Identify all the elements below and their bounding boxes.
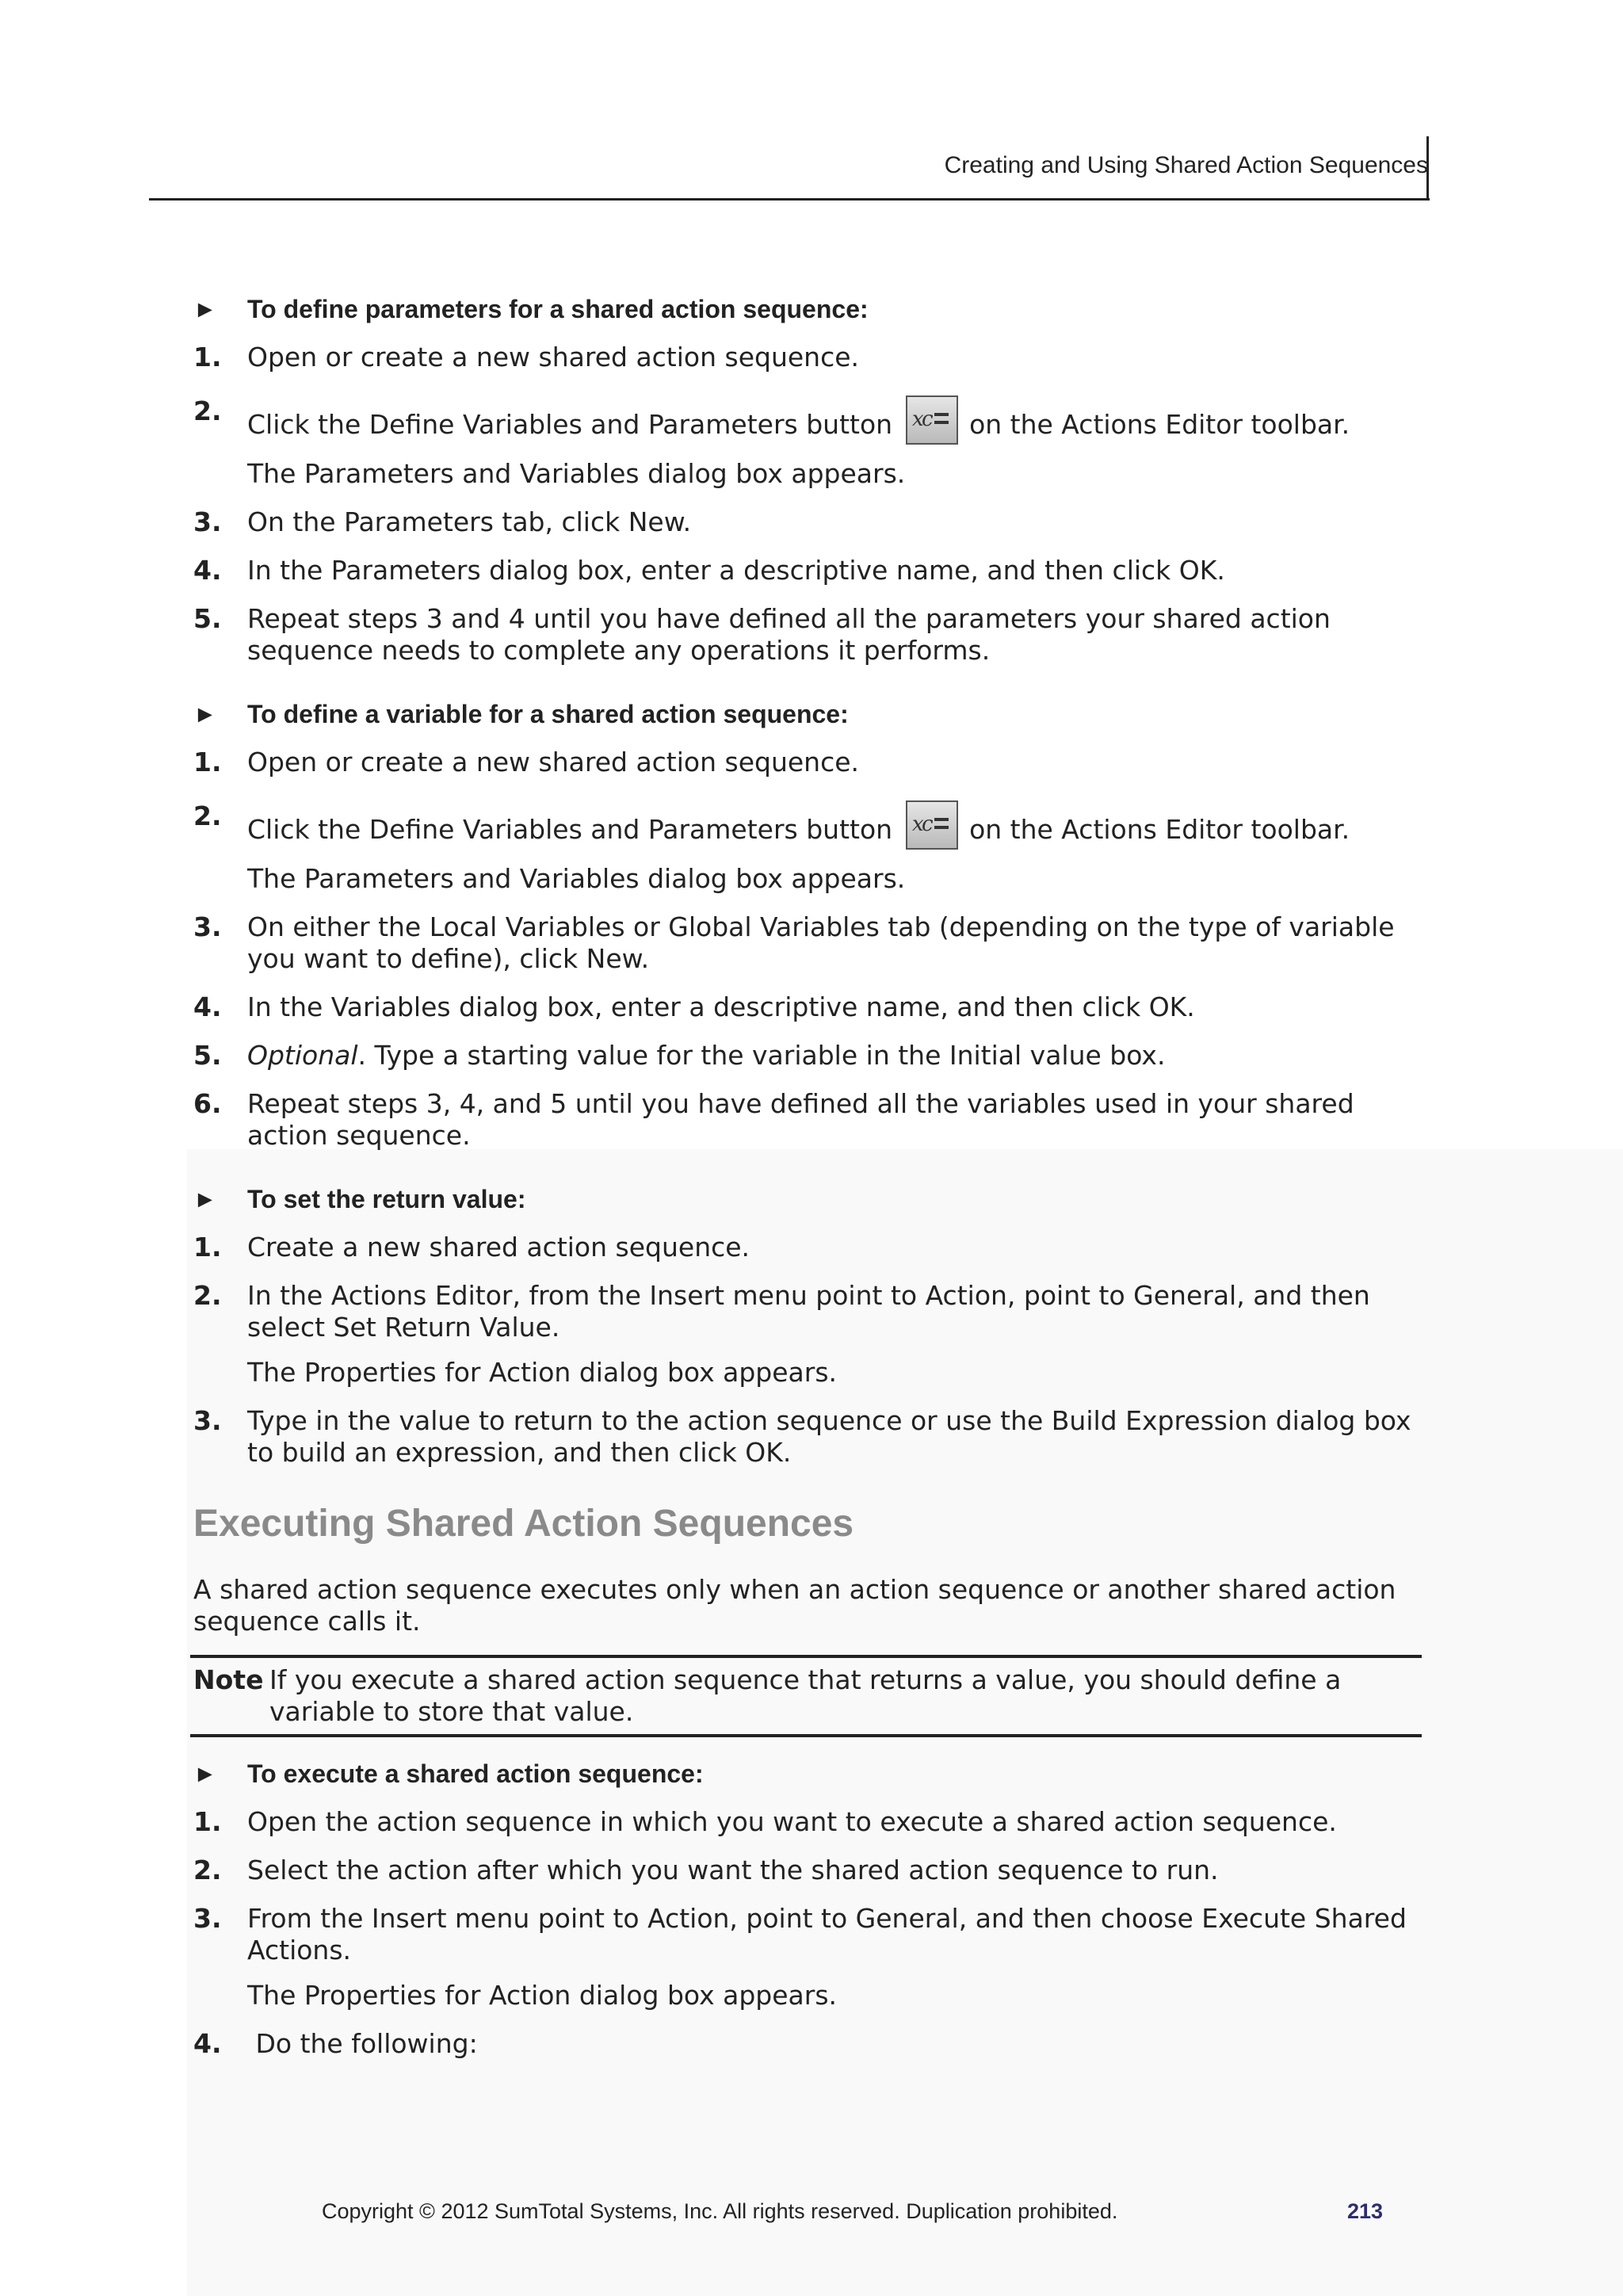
step: 2. Select the action after which you want the shared action sequence to run. <box>193 1855 1219 1885</box>
step: 1. Open or create a new shared action sequence. <box>193 342 860 372</box>
svg-text:c: c <box>921 812 934 836</box>
svg-text:x: x <box>911 812 924 836</box>
procedure-set-return-value <box>193 1185 1419 1469</box>
step: 3. On the Parameters tab, click New. <box>193 506 692 537</box>
triangle-bullet-icon: ► <box>193 1760 217 1787</box>
step-result: The Parameters and Variables dialog box appears. <box>247 863 906 894</box>
step-result: The Properties for Action dialog box appears. <box>247 1357 837 1388</box>
procedure-heading: ► To set the return value: <box>193 1185 526 1213</box>
define-variables-icon <box>906 800 958 850</box>
step: 3. From the Insert menu point to Action, point to General, and then choose Execute Shared Actions. <box>193 1903 1407 1966</box>
step: 1. Create a new shared action sequence. <box>193 1232 750 1263</box>
note-box <box>190 1655 1422 1737</box>
step-result: The Parameters and Variables dialog box appears. <box>247 458 906 489</box>
step: 3. On either the Local Variables or Global Variables tab (depending on the type of variable you want to define), click New. <box>193 911 1395 974</box>
procedure-define-parameters <box>193 295 1419 667</box>
section-heading: Executing Shared Action Sequences <box>193 1503 854 1545</box>
step-result: The Properties for Action dialog box appears. <box>247 1980 837 2011</box>
page-number: 213 <box>1347 2199 1384 2223</box>
procedure-heading: ► To execute a shared action sequence: <box>193 1759 704 1788</box>
step: 1. Open or create a new shared action sequence. <box>193 747 860 777</box>
step: 2. Click the Define Variables and Parameters button x c on the Actions Editor toolbar. <box>193 800 1419 850</box>
svg-text:x: x <box>911 407 924 431</box>
triangle-bullet-icon: ► <box>193 296 217 323</box>
procedure-execute-shared <box>193 1759 1419 2060</box>
step: 4. Do the following: <box>193 2028 478 2059</box>
step: 4. In the Variables dialog box, enter a descriptive name, and then click OK. <box>193 991 1195 1022</box>
define-variables-icon <box>906 395 958 445</box>
running-header-title: Creating and Using Shared Action Sequences <box>944 152 1428 178</box>
procedure-define-variable <box>193 700 1419 1152</box>
step: 5. Optional. Type a starting value for the variable in the Initial value box. <box>193 1040 1166 1071</box>
step: 3. Type in the value to return to the action sequence or use the Build Expression dialog box to build an expression, and then click OK. <box>193 1405 1411 1468</box>
svg-text:c: c <box>921 407 934 431</box>
step: 1. Open the action sequence in which you want to execute a shared action sequence. <box>193 1806 1337 1837</box>
section-intro: A shared action sequence executes only when an action sequence or another shared action sequence calls it. <box>193 1574 1396 1637</box>
step: 4. In the Parameters dialog box, enter a descriptive name, and then click OK. <box>193 555 1225 586</box>
step: 2. In the Actions Editor, from the Insert menu point to Action, point to General, and then select Set Return Value. <box>193 1280 1370 1343</box>
note-text: If you execute a shared action sequence that returns a value, you should define a variable to store that value. <box>269 1664 1342 1727</box>
procedure-heading: ► To define parameters for a shared action sequence: <box>193 295 869 323</box>
copyright-text: Copyright © 2012 SumTotal Systems, Inc. All rights reserved. Duplication prohibited. <box>322 2199 1118 2223</box>
note-label: Note <box>193 1664 264 1695</box>
procedure-heading: ► To define a variable for a shared action sequence: <box>193 700 849 728</box>
page-content <box>193 295 1419 2093</box>
triangle-bullet-icon: ► <box>193 1186 217 1213</box>
step: 2. Click the Define Variables and Parameters button x c on the Actions Editor toolbar. <box>193 395 1419 445</box>
step: 5. Repeat steps 3 and 4 until you have defined all the parameters your shared action sequence needs to complete any operations it performs. <box>193 603 1331 666</box>
step: 6. Repeat steps 3, 4, and 5 until you have defined all the variables used in your shared action sequence. <box>193 1088 1354 1151</box>
triangle-bullet-icon: ► <box>193 701 217 728</box>
